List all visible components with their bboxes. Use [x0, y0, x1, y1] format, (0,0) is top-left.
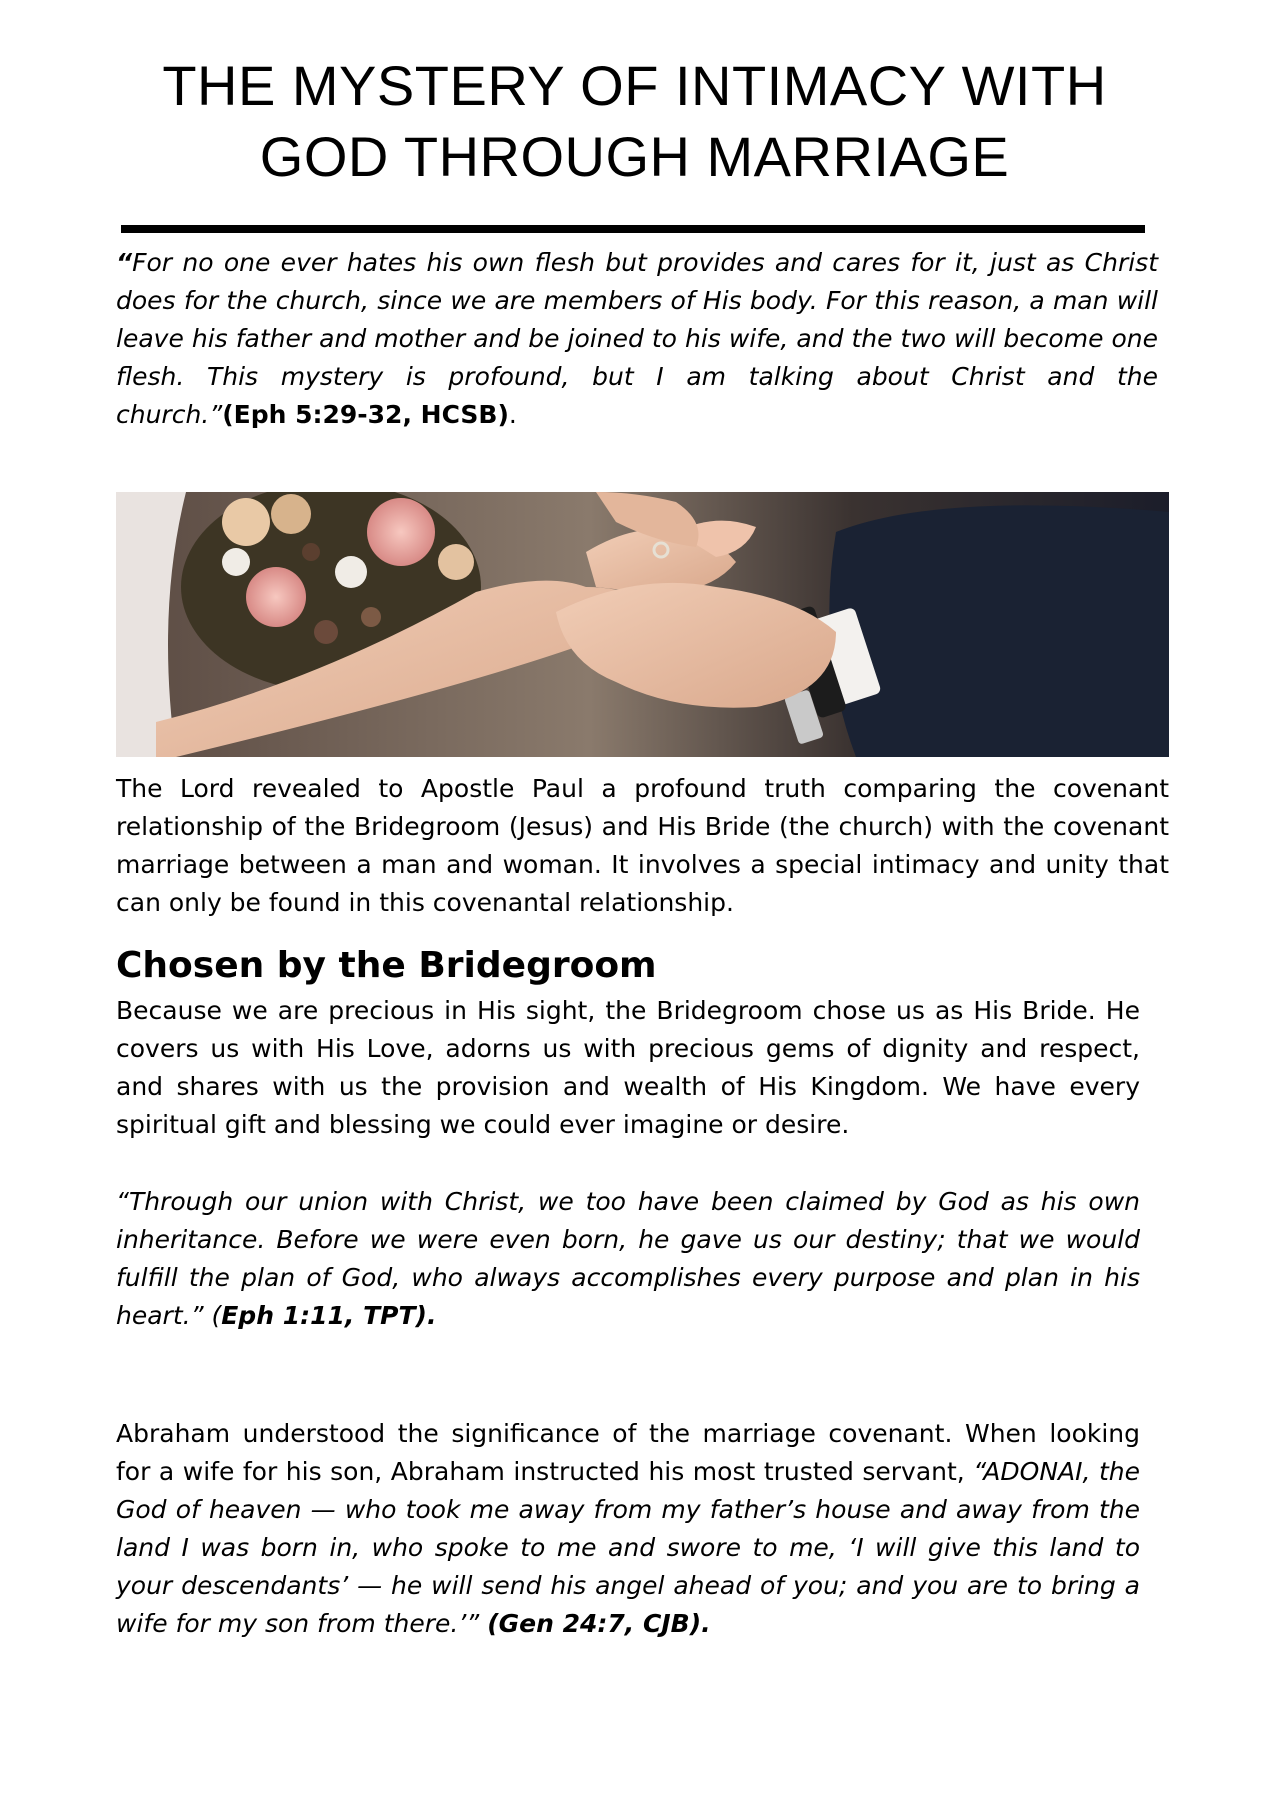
scripture-reference: (Eph 5:29-32, HCSB)	[222, 400, 509, 429]
wedding-ring-photo-icon	[116, 492, 1169, 757]
scripture-reference: Eph 1:11, TPT).	[221, 1301, 437, 1330]
quote-end: .	[508, 400, 517, 429]
section-heading: Chosen by the Bridegroom	[116, 945, 657, 986]
opening-scripture-quote	[116, 244, 1158, 434]
genesis-quote: “ADONAI, the God of heaven — who took me away from my father’s house and away from the land I was born in, who spoke to me and swore to me, ‘I will give this land to your descendants’ — he will send his angel ahead of you; and you are to bring a wife for my son from there.’”	[116, 1457, 1140, 1638]
abraham-intro: Abraham understood the significance of the marriage covenant. When looking for a wife for his son, Abraham instructed his most trusted servant,	[116, 1419, 1140, 1486]
abraham-paragraph	[116, 1415, 1140, 1643]
title-divider	[121, 225, 1145, 233]
page-title	[0, 50, 1269, 192]
quote-text: “Through our union with Christ, we too have been claimed by God as his own inheritance. Before we were even born, he gave us our destiny; that we would fulfill the plan of God, who always accomplishes every purpose and plan in his heart.” (	[116, 1187, 1140, 1330]
title-line-2: GOD THROUGH MARRIAGE	[259, 125, 1010, 188]
quote-open-mark: “	[116, 248, 133, 277]
scripture-reference: (Gen 24:7, CJB).	[487, 1609, 711, 1638]
section-paragraph: Because we are precious in His sight, the Bridegroom chose us as His Bride. He covers us with His Love, adorns us with precious gems of dignity and respect, and shares with us the provision and wealth of His Kingdom. We have every spiritual gift and blessing we could ever imagine or desire.	[116, 996, 1140, 1139]
intro-paragraph: The Lord revealed to Apostle Paul a profound truth comparing the covenant relationship of the Bridegroom (Jesus) and His Bride (the church) with the covenant marriage between a man and woman. It involves a special intimacy and unity that can only be found in this covenantal relationship.	[116, 774, 1169, 917]
ephesians-quote	[116, 1183, 1140, 1335]
title-line-1: THE MYSTERY OF INTIMACY WITH	[162, 54, 1107, 117]
quote-text: For no one ever hates his own flesh but provides and cares for it, just as Christ does for the church, since we are members of His body. For this reason, a man will leave his father and mother and be joined to his wife, and the two will become one flesh. This mystery is profound, but I am talking about Christ and the church.”	[116, 248, 1158, 429]
wedding-ring-photo	[116, 492, 1169, 757]
